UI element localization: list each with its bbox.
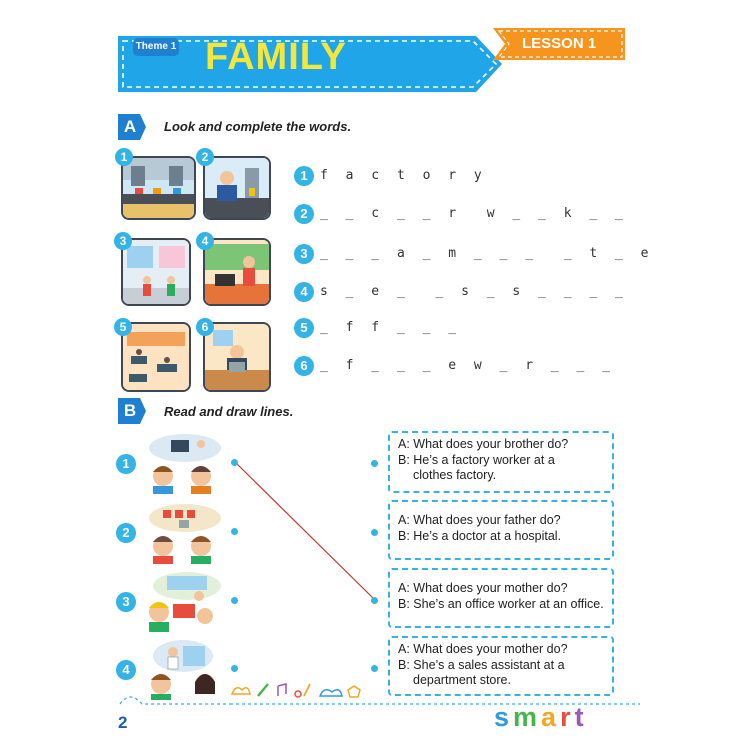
section-b-number: 4 (116, 660, 136, 680)
dialog-line: A: What does your father do? (398, 513, 561, 527)
word-blank[interactable]: _ _ _ a _ m _ _ _ _ t _ e (320, 246, 654, 261)
doodle-icons (228, 680, 388, 700)
section-b-letter: B (123, 401, 137, 420)
dialog-line: A: What does your brother do? (398, 437, 569, 451)
word-number: 3 (294, 244, 314, 264)
dialog-line: A: What does your mother do? (398, 642, 568, 656)
word-number: 1 (294, 166, 314, 186)
word-blank[interactable]: s _ e _ _ s _ s _ _ _ _ (320, 284, 628, 299)
word-number: 5 (294, 318, 314, 338)
dialog-line: A: What does your mother do? (398, 581, 568, 595)
brand-letter: a (541, 702, 561, 732)
theme-label: Theme 1 (133, 38, 179, 56)
section-b-number: 3 (116, 592, 136, 612)
section-a-letter: A (123, 117, 137, 136)
brand-letter: r (560, 702, 575, 732)
section-b-number: 1 (116, 454, 136, 474)
section-b-instruction: Read and draw lines. (164, 404, 294, 419)
picture-number: 5 (114, 318, 132, 336)
picture-number: 4 (196, 232, 214, 250)
brand-letter: m (513, 702, 542, 732)
word-blank[interactable]: _ f f _ _ _ (320, 320, 462, 335)
picture-number: 1 (115, 148, 133, 166)
dialog-line: department store. (413, 673, 511, 687)
word-number: 6 (294, 356, 314, 376)
brand-letter: t (574, 702, 588, 732)
word-number: 4 (294, 282, 314, 302)
dialog-line: B: She’s a sales assistant at a (398, 657, 565, 672)
picture-number: 6 (196, 318, 214, 336)
word-number: 2 (294, 204, 314, 224)
lesson-label: LESSON 1 (522, 35, 597, 52)
word-answer[interactable]: f a c t o r y (320, 168, 487, 183)
word-blank[interactable]: _ f _ _ _ e w _ r _ _ _ (320, 358, 616, 373)
word-blank[interactable]: _ _ c _ _ r w _ _ k _ _ (320, 206, 628, 221)
brand-letter: s (494, 702, 514, 732)
page-title: FAMILY (205, 36, 347, 78)
section-a-instruction: Look and complete the words. (164, 119, 352, 134)
picture-number: 3 (114, 232, 132, 250)
dialog-line: B: She’s an office worker at an office. (398, 596, 604, 611)
page-number: 2 (118, 713, 128, 732)
dialog-line: clothes factory. (413, 468, 497, 482)
section-b-number: 2 (116, 523, 136, 543)
picture-number: 2 (196, 148, 214, 166)
dialog-line: B: He’s a factory worker at a (398, 452, 555, 467)
brand-logo (494, 702, 588, 733)
dialog-line: B: He’s a doctor at a hospital. (398, 528, 562, 543)
